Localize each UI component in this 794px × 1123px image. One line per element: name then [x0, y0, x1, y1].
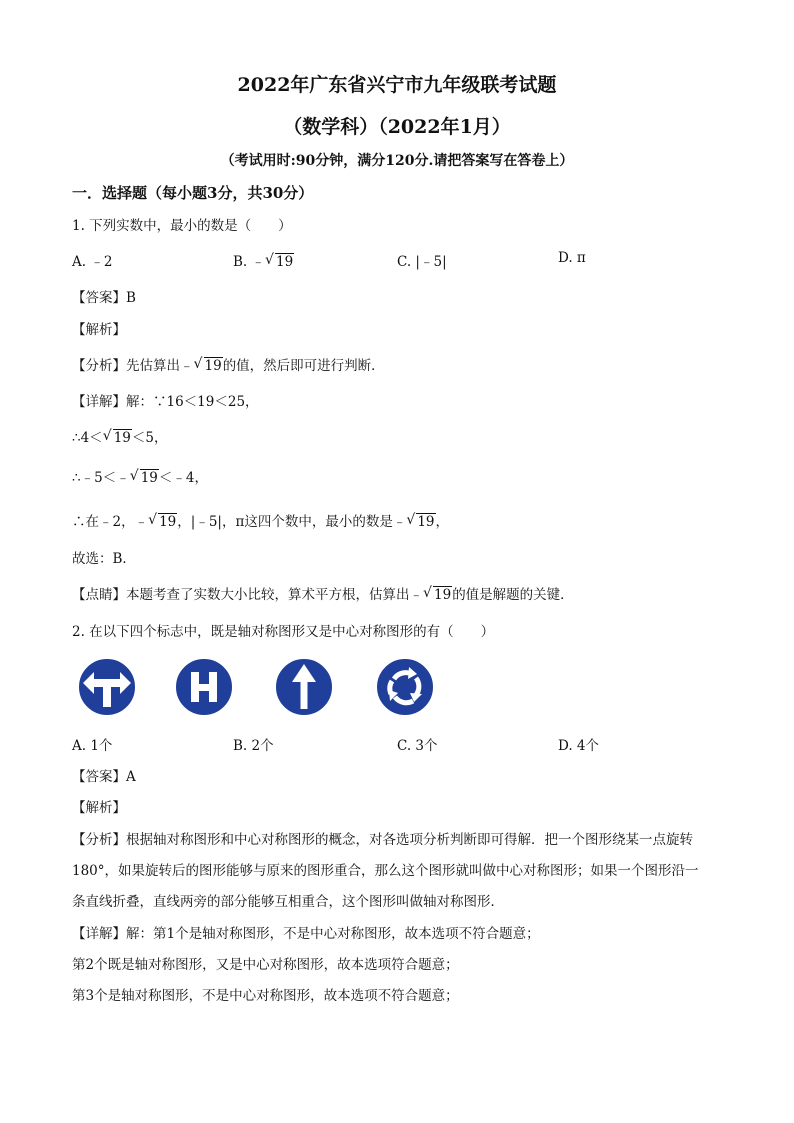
sqrt-radicand: 19	[140, 470, 158, 486]
q1-fenxi-suffix: 的值，然后即可进行判断．	[222, 358, 385, 374]
q1-comment-suffix: 的值是解题的关键．	[452, 587, 574, 603]
q1-fenxi-prefix: 【分析】先估算出	[72, 358, 180, 374]
sqrt-symbol	[407, 514, 435, 530]
letter-h-icon	[172, 655, 236, 719]
q2-fenxi-line-1: 【分析】根据轴对称图形和中心对称图形的概念，对各选项分析判断即可得解．把一个图形绕某一点旋转	[72, 832, 693, 848]
exam-title: 2022年广东省兴宁市九年级联考试题	[237, 74, 557, 96]
sign-3	[272, 655, 336, 719]
exam-note: （考试用时:90分钟，满分120分.请把答案写在答卷上）	[220, 153, 574, 169]
section-heading: 一．选择题（每小题3分，共30分）	[72, 184, 314, 202]
q1-step3: ∴在﹣2，﹣√ 19，|﹣5|，π这四个数中，最小的数是﹣√ 19，	[72, 510, 449, 530]
q2-stem: 2. 在以下四个标志中，既是轴对称图形又是中心对称图形的有（ ）	[72, 624, 495, 640]
split-arrow-left-right-icon	[75, 655, 139, 719]
q1-fenxi: 【分析】先估算出﹣√ 19的值，然后即可进行判断．	[72, 354, 385, 374]
q2-option-b: B. 2个	[233, 738, 274, 754]
q1-option-b	[233, 250, 294, 270]
sqrt-radicand: 19	[159, 514, 177, 530]
sqrt-radicand: 19	[417, 514, 435, 530]
q2-fenxi-line-3: 条直线折叠，直线两旁的部分能够互相重合，这个图形叫做轴对称图形．	[72, 894, 504, 910]
q2-option-c: C. 3个	[397, 738, 438, 754]
sqrt-radicand: 19	[434, 587, 452, 603]
q2-analysis-label: 【解析】	[72, 800, 126, 816]
q1-comment: 【点睛】本题考查了实数大小比较，算术平方根，估算出﹣√ 19的值是解题的关键．	[72, 583, 574, 603]
sqrt-symbol	[266, 254, 294, 270]
q1-answer: 【答案】B	[72, 290, 136, 306]
q1-step3-suffix: ，	[435, 514, 450, 530]
q1-step3-mid: ，|﹣5|，π这四个数中，最小的数是	[177, 514, 393, 530]
q2-detail-line-2: 第2个既是轴对称图形，又是中心对称图形，故本选项符合题意；	[72, 957, 459, 973]
q2-option-a: A. 1个	[72, 738, 113, 754]
roundabout-icon	[373, 655, 437, 719]
q1-step2: ∴﹣5＜﹣√ 19＜﹣4，	[72, 466, 208, 486]
q2-detail-line-3: 第3个是轴对称图形，不是中心对称图形，故本选项不符合题意；	[72, 988, 459, 1004]
q1-option-c: C. |﹣5|	[397, 254, 447, 270]
q1-step2-prefix: ∴﹣5＜	[72, 470, 117, 486]
sqrt-radicand: 19	[204, 358, 222, 374]
sign-4	[373, 655, 437, 719]
q2-answer: 【答案】A	[72, 769, 136, 785]
q2-detail-line-1: 【详解】解：第1个是轴对称图形，不是中心对称图形，故本选项不符合题意；	[72, 926, 540, 942]
sqrt-symbol	[149, 514, 177, 530]
sign-2	[172, 655, 236, 719]
sqrt-symbol	[131, 470, 159, 486]
q2-option-d: D. 4个	[558, 738, 600, 754]
q1-choose: 故选：B．	[72, 551, 136, 567]
q1-option-a: A. ﹣2	[72, 254, 113, 270]
exam-subtitle: （数学科）（2022年1月）	[283, 116, 511, 138]
sqrt-symbol	[195, 358, 223, 374]
q1-detail: 【详解】解：∵16＜19＜25，	[72, 394, 259, 410]
q1-stem: 1. 下列实数中，最小的数是（ ）	[72, 218, 292, 234]
q1-step2-suffix: ＜﹣4，	[158, 470, 208, 486]
q1-step1-prefix: ∴4＜	[72, 430, 103, 446]
arrow-up-icon	[272, 655, 336, 719]
q1-option-d: D. π	[558, 250, 586, 266]
sqrt-radicand: 19	[276, 254, 294, 270]
q1-step1	[72, 426, 167, 446]
q1-comment-prefix: 【点睛】本题考查了实数大小比较，算术平方根，估算出	[72, 587, 410, 603]
sqrt-symbol	[424, 587, 452, 603]
q1-step1-suffix: ＜5，	[131, 430, 168, 446]
q1-analysis-label: 【解析】	[72, 322, 126, 338]
sqrt-radicand: 19	[113, 430, 131, 446]
sqrt-symbol	[104, 430, 132, 446]
q1-step3-prefix: ∴在﹣2，	[72, 514, 135, 530]
sign-1	[75, 655, 139, 719]
q2-fenxi-line-2: 180°，如果旋转后的图形能够与原来的图形重合，那么这个图形就叫做中心对称图形；如果一个图形沿一	[72, 863, 699, 879]
q1-option-b-prefix: B. ﹣	[233, 254, 266, 270]
